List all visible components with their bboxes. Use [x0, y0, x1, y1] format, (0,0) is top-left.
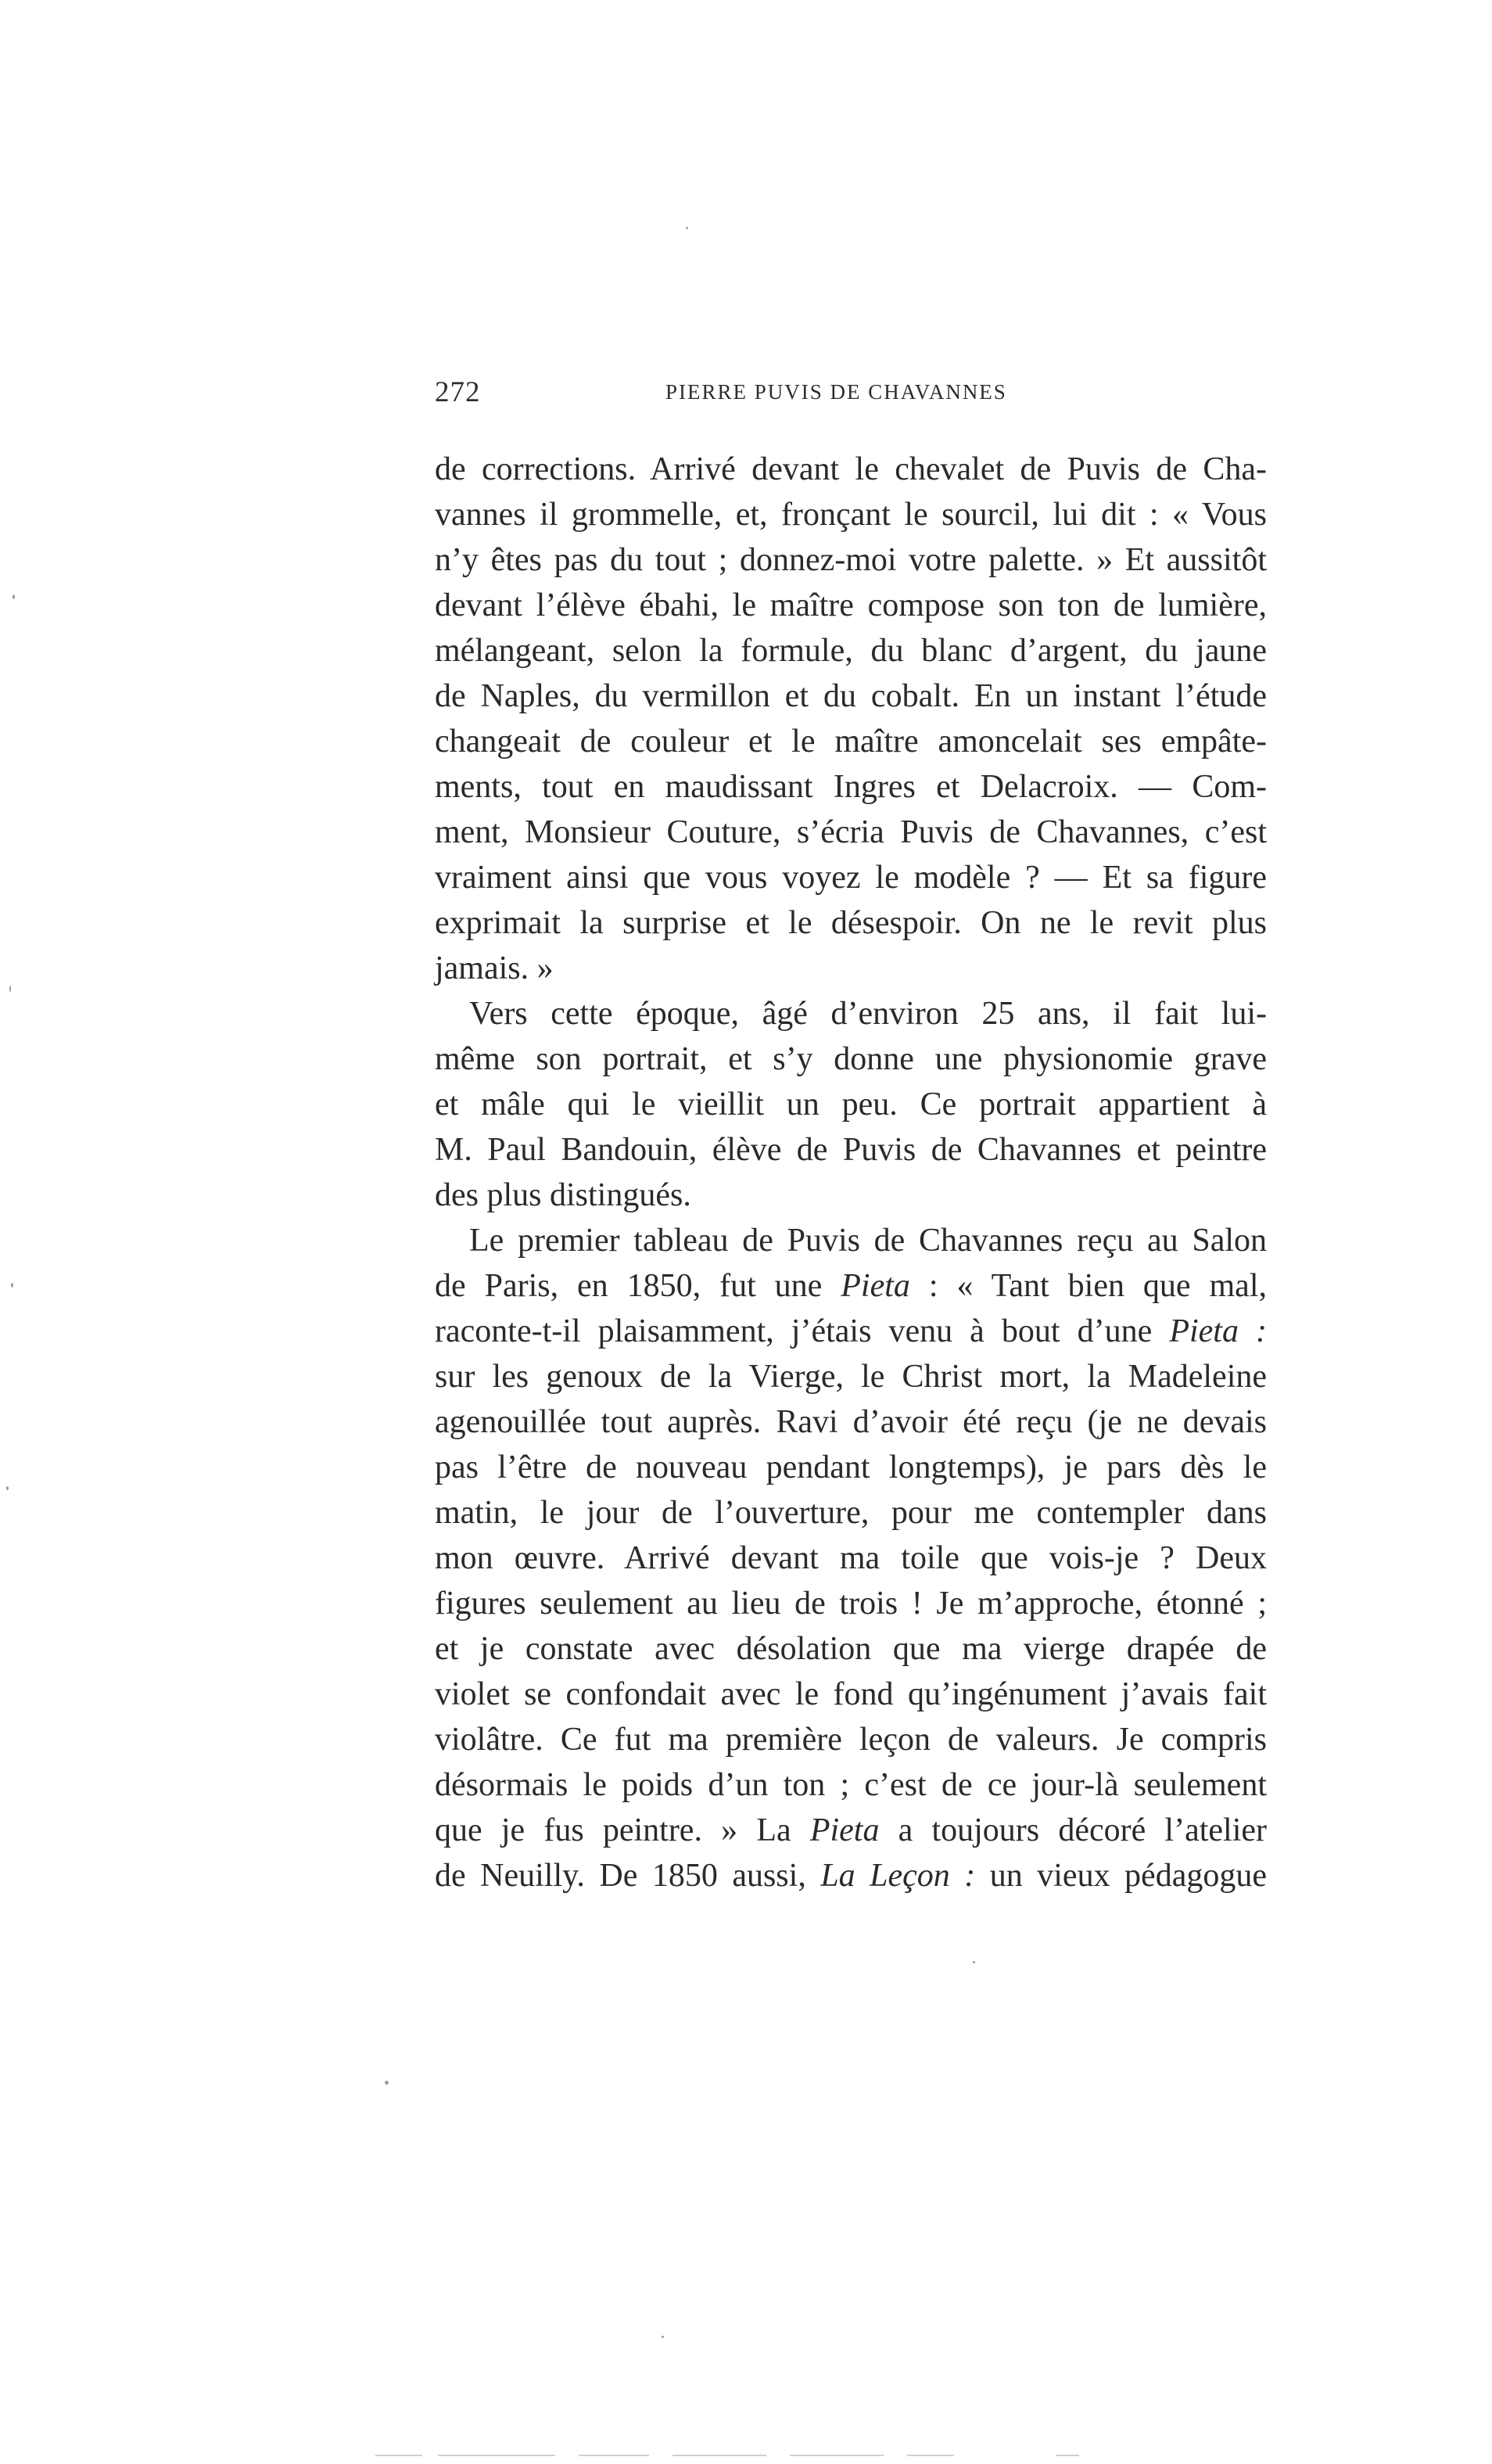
page-header — [435, 375, 1267, 422]
text-line: changeait de couleur et le maître amoncelait ses empâte- — [435, 724, 1267, 760]
scan-speck — [385, 2081, 389, 2085]
scan-edge-mark — [1056, 2455, 1079, 2456]
text-line: de corrections. Arrivé devant le chevalet de Puvis de Cha- — [435, 451, 1267, 487]
text-line: exprimait la surprise et le désespoir. On ne le revit plus — [435, 905, 1267, 941]
text-line: désormais le poids d’un ton ; c’est de ce jour-là seulement — [435, 1767, 1267, 1803]
scan-edge-mark — [790, 2455, 884, 2456]
scan-edge-mark — [375, 2455, 422, 2456]
text-line — [435, 1853, 1267, 1898]
scan-edge-mark — [438, 2455, 555, 2456]
scan-speck — [973, 1961, 975, 1963]
scan-speck — [13, 594, 15, 599]
text-line — [435, 1309, 1267, 1354]
body-text — [435, 447, 1267, 1898]
text-line: mon œuvre. Arrivé devant ma toile que vois-je ? Deux — [435, 1540, 1267, 1576]
text-line: mélangeant, selon la formule, du blanc d’argent, du jaune — [435, 633, 1267, 669]
text-line: ments, tout en maudissant Ingres et Delacroix. — Com- — [435, 769, 1267, 805]
text-line: devant l’élève ébahi, le maître compose son ton de lumière, — [435, 587, 1267, 623]
text-line: agenouillée tout auprès. Ravi d’avoir été reçu (je ne devais — [435, 1404, 1267, 1440]
scan-speck — [6, 1486, 9, 1490]
scan-speck — [686, 227, 688, 229]
running-head: PIERRE PUVIS DE CHAVANNES — [665, 380, 1007, 404]
text-line: matin, le jour de l’ouverture, pour me contempler dans — [435, 1495, 1267, 1531]
italic-title: La Leçon : — [820, 1858, 976, 1894]
text-line: vraiment ainsi que vous voyez le modèle ? — Et sa figure — [435, 860, 1267, 896]
text-line: violet se confondait avec le fond qu’ingénument j’avais fait — [435, 1676, 1267, 1712]
paragraph-start-line: Vers cette époque, âgé d’environ 25 ans, il fait lui- — [469, 996, 1267, 1032]
text-line: et mâle qui le vieillit un peu. Ce portrait appartient à — [435, 1087, 1267, 1122]
scan-speck — [662, 2336, 664, 2338]
text-run: de Paris, en 1850, fut une — [435, 1268, 841, 1304]
text-run: : « Tant bien que mal, — [909, 1268, 1267, 1304]
italic-title: Pieta : — [1169, 1313, 1267, 1349]
paragraph-start-line: Le premier tableau de Puvis de Chavannes reçu au Salon — [469, 1223, 1267, 1259]
text-line: violâtre. Ce fut ma première leçon de valeurs. Je compris — [435, 1722, 1267, 1758]
text-line: jamais. » — [435, 950, 554, 986]
text-line: même son portrait, et s’y donne une physionomie grave — [435, 1041, 1267, 1077]
text-line: et je constate avec désolation que ma vierge drapée de — [435, 1631, 1267, 1667]
text-run: de Neuilly. De 1850 aussi, — [435, 1858, 821, 1894]
text-run: a toujours décoré l’atelier — [879, 1812, 1267, 1848]
text-line — [435, 1263, 1267, 1309]
text-line: sur les genoux de la Vierge, le Christ mort, la Madeleine — [435, 1359, 1267, 1395]
scan-speck — [9, 986, 11, 992]
text-line: figures seulement au lieu de trois ! Je m’approche, étonné ; — [435, 1586, 1267, 1622]
text-line: de Naples, du vermillon et du cobalt. En un instant l’étude — [435, 678, 1267, 714]
text-line: ment, Monsieur Couture, s’écria Puvis de Chavannes, c’est — [435, 814, 1267, 850]
text-run: raconte-t-il plaisamment, j’étais venu à bout d’une — [435, 1313, 1170, 1349]
italic-title: Pieta — [809, 1812, 880, 1848]
scan-edge-mark — [907, 2455, 954, 2456]
text-line: pas l’être de nouveau pendant longtemps), je pars dès le — [435, 1449, 1267, 1485]
text-run: un vieux pédagogue — [975, 1858, 1267, 1894]
scan-edge-mark — [672, 2455, 766, 2456]
text-line: vannes il grommelle, et, fronçant le sourcil, lui dit : « Vous — [435, 497, 1267, 533]
italic-title: Pieta — [841, 1268, 910, 1304]
scan-speck — [11, 1283, 13, 1288]
text-line — [435, 1808, 1267, 1853]
text-run: que je fus peintre. » La — [435, 1812, 810, 1848]
page-number: 272 — [435, 376, 481, 408]
scan-edge-mark — [579, 2455, 649, 2456]
text-line: M. Paul Bandouin, élève de Puvis de Chavannes et peintre — [435, 1132, 1267, 1168]
text-line: des plus distingués. — [435, 1177, 691, 1213]
text-line: n’y êtes pas du tout ; donnez-moi votre palette. » Et aussitôt — [435, 542, 1267, 578]
